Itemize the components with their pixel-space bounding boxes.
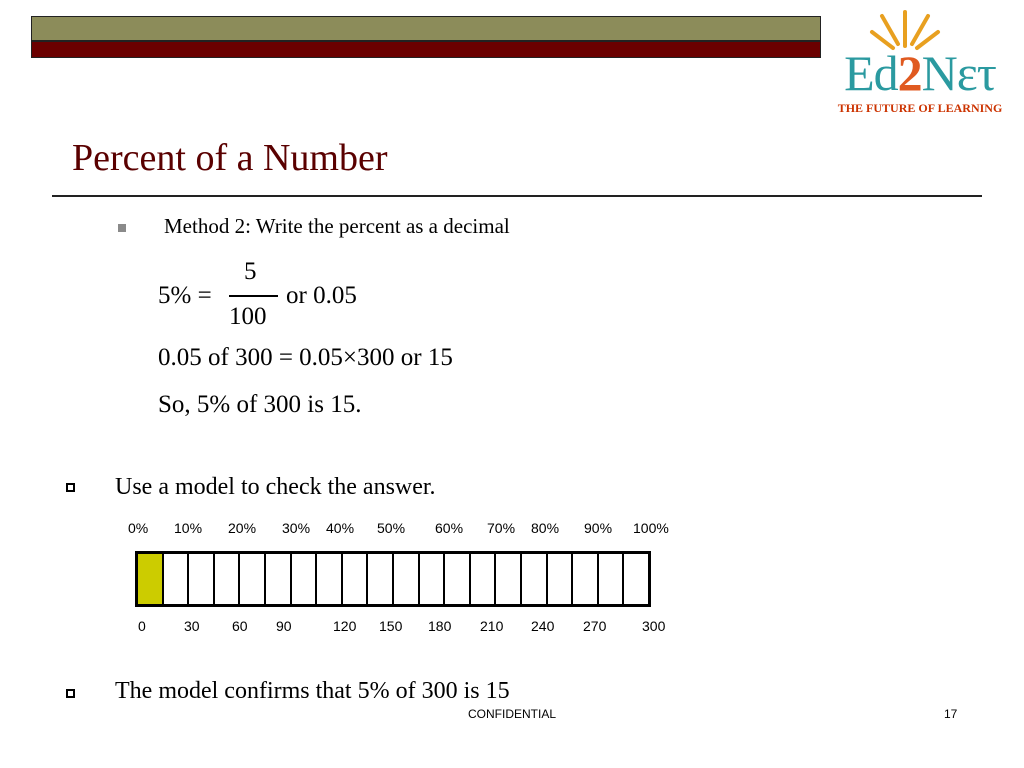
value-tick-label: 240: [531, 618, 555, 634]
percent-tick-label: 20%: [228, 520, 257, 536]
percent-tick-label: 30%: [282, 520, 311, 536]
value-tick-label: 60: [232, 618, 248, 634]
model-cell: [189, 554, 215, 604]
logo-tagline: THE FUTURE OF LEARNING: [837, 101, 1003, 115]
model-bullet-text: Use a model to check the answer.: [115, 474, 436, 500]
square-bullet-icon: [118, 224, 126, 232]
math-line1-right: or 0.05: [286, 282, 357, 309]
hollow-square-bullet-icon: [66, 689, 75, 698]
model-cell: [548, 554, 574, 604]
logo-text-ed: Ed: [844, 45, 898, 101]
slide-title: Percent of a Number: [72, 137, 388, 179]
header-bar-top: [31, 16, 821, 41]
percent-tick-label: 40%: [326, 520, 355, 536]
model-cell: [240, 554, 266, 604]
model-cell: [292, 554, 318, 604]
model-cell: [368, 554, 394, 604]
percent-tick-label: 90%: [584, 520, 613, 536]
model-cell: [599, 554, 625, 604]
math-line2: 0.05 of 300 = 0.05×300 or 15: [158, 344, 453, 371]
percent-tick-label: 10%: [174, 520, 203, 536]
model-cell: [215, 554, 241, 604]
ed2net-logo: [820, 4, 1020, 119]
math-line3: So, 5% of 300 is 15.: [158, 391, 362, 418]
page-number: 17: [944, 707, 958, 721]
model-cell: [573, 554, 599, 604]
value-tick-label: 210: [480, 618, 504, 634]
model-cell: [164, 554, 190, 604]
value-tick-label: 30: [184, 618, 200, 634]
method-bullet-text: Method 2: Write the percent as a decimal: [164, 214, 510, 238]
model-cell: [624, 554, 648, 604]
logo-wordmark: [820, 44, 1020, 102]
model-cell: [317, 554, 343, 604]
math-line1-left: 5% =: [158, 282, 212, 309]
percent-tick-label: 80%: [531, 520, 560, 536]
model-cell: [522, 554, 548, 604]
value-tick-label: 180: [428, 618, 452, 634]
model-cell: [471, 554, 497, 604]
percent-tick-label: 0%: [128, 520, 149, 536]
fraction-bar: [229, 295, 278, 297]
hollow-square-bullet-icon: [66, 483, 75, 492]
value-tick-label: 0: [138, 618, 146, 634]
math-line1-numerator: 5: [244, 258, 257, 285]
model-cell: [266, 554, 292, 604]
footer-confidential: CONFIDENTIAL: [467, 707, 556, 721]
logo-text-net: Nετ: [921, 45, 996, 101]
model-cell: [394, 554, 420, 604]
model-cell: [343, 554, 369, 604]
value-tick-label: 300: [642, 618, 666, 634]
value-tick-label: 90: [276, 618, 292, 634]
confirm-bullet-text: The model confirms that 5% of 300 is 15: [115, 678, 510, 704]
model-cell: [445, 554, 471, 604]
percent-tick-label: 100%: [633, 520, 669, 536]
math-line1-denominator: 100: [229, 303, 267, 330]
value-tick-label: 270: [583, 618, 607, 634]
percent-model-grid: [135, 551, 651, 607]
model-cell: [496, 554, 522, 604]
percent-tick-label: 50%: [377, 520, 406, 536]
value-tick-label: 150: [379, 618, 403, 634]
value-tick-label: 120: [333, 618, 357, 634]
logo-text-two: 2: [897, 45, 922, 101]
percent-tick-label: 60%: [435, 520, 464, 536]
model-cell: [420, 554, 446, 604]
model-cell-filled: [138, 554, 164, 604]
title-divider: [52, 195, 982, 197]
header-bar-bottom: [31, 41, 821, 58]
percent-tick-label: 70%: [487, 520, 516, 536]
